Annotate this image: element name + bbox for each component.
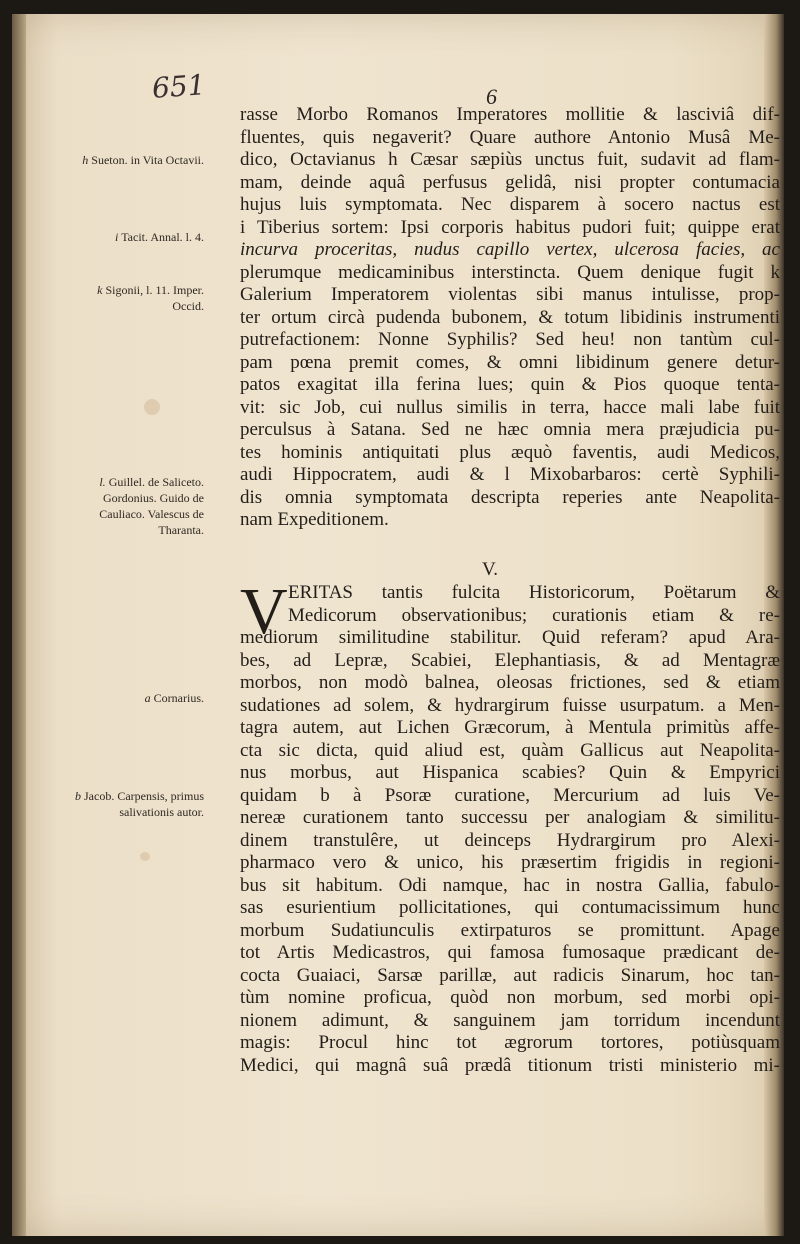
- text-line: dis omnia symptomata descripta reperies ante Neapolita-: [240, 486, 780, 508]
- note-text: Sigonii, l. 11. Imper. Occid.: [105, 283, 204, 313]
- text-line: nam Expeditionem.: [240, 509, 389, 530]
- text-line: morbos, non modò balnea, oleosas frictiones, sed & etiam: [240, 672, 780, 693]
- text-line: tot Artis Medicastros, qui famosa fumosaque prædicant de-: [240, 942, 780, 963]
- text-line: ter ortum circà pudenda bubonem, & totum libidinis instrumenti: [240, 306, 780, 328]
- text-line: pharmaco vero & unico, his præsertim frigidis in regioni-: [240, 852, 780, 873]
- foxing-spot: [144, 399, 160, 415]
- text-line: i Tiberius sortem: Ipsi corporis habitus pudori fuit; quippe erat: [240, 216, 780, 238]
- text-line: mediorum similitudine stabilitur. Quid referam? apud Ara-: [240, 627, 780, 648]
- text-line: incurva proceritas, nudus capillo vertex, ulcerosa facies, ac: [240, 239, 780, 260]
- text-line: sas esurientium pollicitationes, qui contumacissimum hunc: [240, 897, 780, 918]
- text-line: putrefactionem: Nonne Syphilis? Sed heu! non tantùm cul-: [240, 329, 780, 350]
- text-line: Medicorum observationibus; curationis etiam & re-: [288, 604, 780, 626]
- margin-note-h: [64, 152, 204, 168]
- text-line: audi Hippocratem, audi & l Mixobarbaros: certè Syphili-: [240, 464, 780, 485]
- text-line: magis: Procul hinc tot ægrorum tortores, potiùsquam: [240, 1032, 780, 1053]
- paper-sheet: [12, 14, 784, 1236]
- text-line: perculsus à Satana. Sed ne hæc omnia mera præjudicia pu-: [240, 419, 780, 440]
- note-text: Guillel. de Saliceto. Gordonius. Guido de Cauliaco. Valescus de Tharanta.: [99, 475, 204, 537]
- margin-note-k: [64, 282, 204, 314]
- text-line: hujus luis symptomata. Nec disparem à socero nactus est: [240, 194, 780, 215]
- text-line: ERITAS tantis fulcita Historicorum, Poëtarum &: [288, 582, 780, 603]
- text-line: cocta Guaiaci, Sarsæ parillæ, aut radicis Sinarum, hoc tan-: [240, 964, 780, 986]
- margin-note-l: [64, 474, 204, 538]
- body-paragraph-2: [240, 575, 780, 1077]
- section-heading: V.: [482, 559, 499, 580]
- handwritten-folio-number: 651: [150, 68, 207, 105]
- text-line: rasse Morbo Romanos Imperatores mollitie & lasciviâ dif-: [240, 104, 780, 125]
- text-line: dinem transtulêre, ut deinceps Hydrargirum pro Alexi-: [240, 829, 780, 851]
- note-text: Sueton. in Vita Octavii.: [91, 153, 204, 167]
- text-line: vit: sic Job, cui nullus similis in terra, hacce mali labe fuit: [240, 396, 780, 418]
- margin-note-b: [64, 788, 204, 820]
- note-mark: i: [115, 230, 119, 244]
- text-line: Galerium Imperatorem violentas sibi manus intulisse, prop-: [240, 284, 780, 305]
- note-text: Tacit. Annal. l. 4.: [121, 230, 204, 244]
- margin-note-a: [64, 690, 204, 706]
- foxing-spot: [140, 852, 150, 861]
- note-text: Cornarius.: [153, 691, 204, 705]
- text-line: mam, deinde aquâ perfusus gelidâ, nisi propter contumacia: [240, 171, 780, 193]
- text-line: nereæ curationem tanto successu per analogiam & similitu-: [240, 807, 780, 828]
- text-line: plerumque medicaminibus interstincta. Quem denique fugit k: [240, 261, 780, 283]
- page-number: 6: [486, 84, 497, 109]
- note-mark: h: [82, 153, 89, 167]
- drop-cap: V: [240, 575, 288, 648]
- text-line: dico, Octavianus h Cæsar sæpiùs unctus fuit, sudavit ad flam-: [240, 149, 780, 170]
- text-line: quidam b à Psoræ curatione, Mercurium ad luis Ve-: [240, 784, 780, 806]
- text-line: patos exagitat illa ferina lues; quin & Pios quoque tenta-: [240, 374, 780, 395]
- text-line: morbum Sudatiunculis extirpaturos se promittunt. Apage: [240, 919, 780, 941]
- text-line: nus morbus, aut Hispanica scabies? Quin & Empyrici: [240, 762, 780, 783]
- text-line: cta sic dicta, quid aliud est, quàm Gallicus aut Neapolita-: [240, 739, 780, 761]
- text-line: bus sit habitum. Odi namque, hac in nostra Gallia, fabulo-: [240, 874, 780, 896]
- margin-note-i: [64, 229, 204, 245]
- note-mark: k: [97, 283, 103, 297]
- text-line: pam pœna premit comes, & omni libidinum genere detur-: [240, 351, 780, 373]
- text-line: fluentes, quis negaverit? Quare authore Antonio Musâ Me-: [240, 126, 780, 148]
- text-line: Medici, qui magnâ suâ prædâ titionum tristi ministerio mi-: [240, 1054, 780, 1076]
- book-spine-shadow: [12, 14, 26, 1236]
- note-text: Jacob. Carpensis, primus salivationis autor.: [84, 789, 204, 819]
- text-line: bes, ad Lepræ, Scabiei, Elephantiasis, & ad Mentagræ: [240, 649, 780, 671]
- note-mark: l.: [99, 475, 106, 489]
- text-line: sudationes ad solem, & hydrargirum fuisse usurpatum. a Men-: [240, 694, 780, 716]
- body-paragraph-1: [240, 104, 780, 532]
- note-mark: b: [75, 789, 82, 803]
- note-mark: a: [144, 691, 151, 705]
- text-line: tùm nomine proficua, quòd non morbum, sed morbi opi-: [240, 987, 780, 1008]
- text-line: tes hominis antiquitati plus æquò faventis, audi Medicos,: [240, 441, 780, 463]
- text-line: nionem adimunt, & sanguinem jam torridum incendunt: [240, 1009, 780, 1031]
- text-line: tagra autem, aut Lichen Græcorum, à Mentula primitùs affe-: [240, 717, 780, 738]
